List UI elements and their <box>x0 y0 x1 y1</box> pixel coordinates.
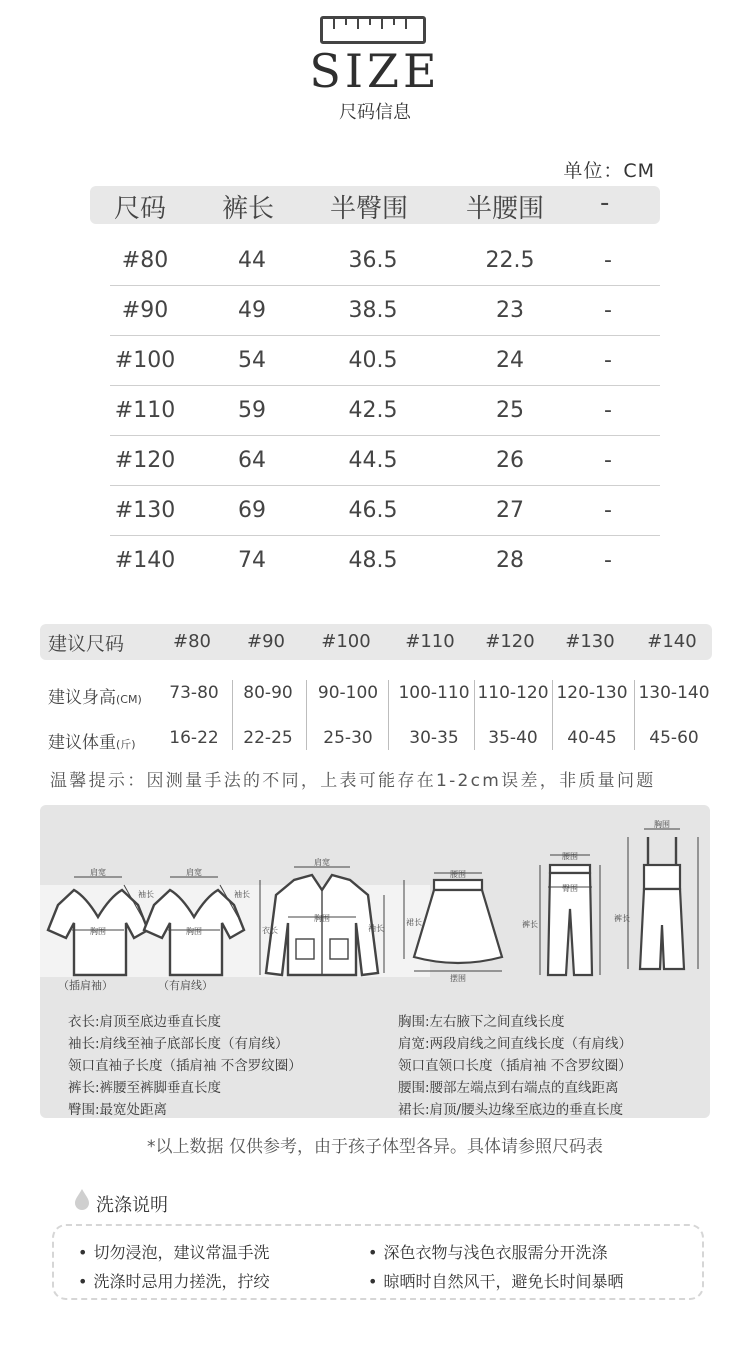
recommend-height-cell: 110-120 <box>477 683 549 703</box>
table-row <box>90 236 660 286</box>
recommend-size-cell: #120 <box>485 631 535 652</box>
recommend-size-cell: #130 <box>565 631 615 652</box>
table-cell: #80 <box>121 248 169 273</box>
svg-text:胸围: 胸围 <box>314 914 330 923</box>
table-cell: - <box>604 398 612 423</box>
table-cell: 46.5 <box>348 498 398 523</box>
recommend-weight-cell: 16-22 <box>169 728 219 748</box>
recommend-height-cell: 90-100 <box>317 683 379 703</box>
col-header-size: 尺码 <box>114 194 167 224</box>
raglan-tshirt-icon <box>44 835 152 985</box>
description-line: 裤长:裤腰至裤脚垂直长度 <box>68 1080 222 1096</box>
svg-text:腰围: 腰围 <box>562 852 578 861</box>
page-subtitle: 尺码信息 <box>339 102 411 123</box>
table-cell: 24 <box>496 348 524 373</box>
measurement-panel <box>40 805 710 1118</box>
description-line: 裙长:肩顶/腰头边缘至底边的垂直长度 <box>398 1102 624 1118</box>
recommend-height-cell: 130-140 <box>638 683 710 703</box>
shoulder-tshirt-icon <box>140 835 248 985</box>
description-line: 肩宽:两段肩线之间直线长度（有肩线） <box>398 1036 633 1052</box>
table-cell: 44 <box>238 248 266 273</box>
svg-text:衣长: 衣长 <box>262 926 278 935</box>
unit-label: 单位：CM <box>563 160 655 182</box>
recommend-height-cell: 100-110 <box>398 683 470 703</box>
description-line: 胸围:左右腋下之间直线长度 <box>398 1014 565 1030</box>
table-cell: #90 <box>121 298 169 323</box>
col-header-half-waist: 半腰围 <box>466 194 545 224</box>
table-cell: 74 <box>238 548 266 573</box>
table-cell: 42.5 <box>348 398 398 423</box>
recommend-size-cell: #90 <box>247 631 285 652</box>
table-cell: 25 <box>496 398 524 423</box>
size-table-header <box>90 186 660 224</box>
raglan-caption: （插肩袖） <box>58 979 113 992</box>
recommend-height-cell: 80-90 <box>243 683 293 703</box>
table-cell: 64 <box>238 448 266 473</box>
svg-text:摆围: 摆围 <box>450 974 466 983</box>
svg-text:袖长: 袖长 <box>234 890 250 899</box>
description-line: 袖长:肩线至袖子底部长度（有肩线） <box>68 1036 289 1052</box>
wash-item: • 深色衣物与浅色衣服需分开洗涤 <box>368 1240 607 1263</box>
table-cell: #100 <box>114 348 176 373</box>
recommend-size-cell: #80 <box>173 631 211 652</box>
ruler-icon <box>320 16 426 44</box>
table-row <box>90 536 660 586</box>
table-row <box>90 486 660 536</box>
table-cell: - <box>604 298 612 323</box>
table-cell: 22.5 <box>485 248 535 273</box>
table-cell: 23 <box>496 298 524 323</box>
svg-text:胸围: 胸围 <box>654 820 670 829</box>
description-line: 臀围:最宽处距离 <box>68 1102 168 1118</box>
col-header-half-hip: 半臀围 <box>330 194 409 224</box>
svg-text:袖长: 袖长 <box>138 890 154 899</box>
shoulder-caption: （有肩线） <box>158 979 213 992</box>
svg-text:裙长: 裙长 <box>406 918 422 927</box>
table-cell: 28 <box>496 548 524 573</box>
recommend-height-cell: 73-80 <box>169 683 219 703</box>
table-cell: 26 <box>496 448 524 473</box>
recommend-weight-cell: 30-35 <box>409 728 459 748</box>
table-cell: #130 <box>114 498 176 523</box>
recommend-weight-cell: 35-40 <box>488 728 538 748</box>
table-row <box>90 386 660 436</box>
recommend-size-label: 建议尺码 <box>48 633 125 655</box>
table-cell: 49 <box>238 298 266 323</box>
measurement-tip: 温馨提示：因测量手法的不同，上表可能存在1-2cm误差，非质量问题 <box>50 771 656 791</box>
wash-item: • 晾晒时自然风干，避免长时间暴晒 <box>368 1269 623 1292</box>
description-line: 领口直袖子长度（插肩袖 不含罗纹圈） <box>68 1058 302 1074</box>
recommend-size-cell: #100 <box>321 631 371 652</box>
table-cell: 38.5 <box>348 298 398 323</box>
svg-text:肩宽: 肩宽 <box>314 858 330 867</box>
table-cell: #120 <box>114 448 176 473</box>
table-cell: 36.5 <box>348 248 398 273</box>
table-cell: 40.5 <box>348 348 398 373</box>
table-cell: - <box>604 548 612 573</box>
reference-note: *以上数据 仅供参考，由于孩子体型各异。具体请参照尺码表 <box>147 1137 603 1157</box>
recommend-size-cell: #110 <box>405 631 455 652</box>
table-cell: 44.5 <box>348 448 398 473</box>
recommend-height-cell: 120-130 <box>556 683 628 703</box>
recommend-weight-cell: 45-60 <box>649 728 699 748</box>
col-header-extra: - <box>600 188 610 218</box>
table-cell: - <box>604 348 612 373</box>
recommend-size-cell: #140 <box>647 631 697 652</box>
svg-text:裤长: 裤长 <box>522 920 538 929</box>
table-cell: 54 <box>238 348 266 373</box>
description-line: 领口直领口长度（插肩袖 不含罗纹圈） <box>398 1058 632 1074</box>
col-header-pants-length: 裤长 <box>222 194 275 224</box>
table-row <box>90 436 660 486</box>
table-row <box>90 336 660 386</box>
recommend-weight-label: 建议体重(斤) <box>48 733 136 753</box>
recommend-weight-cell: 40-45 <box>567 728 617 748</box>
description-line: 腰围:腰部左端点到右端点的直线距离 <box>398 1080 619 1096</box>
table-cell: 59 <box>238 398 266 423</box>
recommend-weight-cell: 22-25 <box>243 728 293 748</box>
svg-text:肩宽: 肩宽 <box>90 868 106 877</box>
table-cell: #110 <box>114 398 176 423</box>
svg-text:胸围: 胸围 <box>90 927 106 936</box>
wash-item: • 洗涤时忌用力搓洗，拧绞 <box>78 1269 269 1292</box>
table-row <box>90 286 660 336</box>
table-cell: 27 <box>496 498 524 523</box>
svg-text:袖长: 袖长 <box>368 924 384 933</box>
table-cell: - <box>604 248 612 273</box>
skirt-icon <box>398 835 516 985</box>
description-line: 衣长:肩顶至底边垂直长度 <box>68 1014 222 1030</box>
wash-item: • 切勿浸泡，建议常温手洗 <box>78 1240 269 1263</box>
svg-text:肩宽: 肩宽 <box>186 868 202 877</box>
wash-title: 洗涤说明 <box>96 1195 168 1216</box>
recommend-height-label: 建议身高(CM) <box>48 688 142 708</box>
wash-instructions-box <box>52 1224 704 1300</box>
table-cell: 48.5 <box>348 548 398 573</box>
jacket-icon <box>252 835 392 985</box>
table-cell: 69 <box>238 498 266 523</box>
recommend-weight-cell: 25-30 <box>323 728 373 748</box>
svg-text:裤长: 裤长 <box>614 914 630 923</box>
page-title: SIZE <box>309 44 441 98</box>
pants-icon <box>518 835 610 985</box>
table-cell: - <box>604 498 612 523</box>
table-cell: #140 <box>114 548 176 573</box>
svg-text:胸围: 胸围 <box>186 927 202 936</box>
overalls-icon <box>614 817 706 985</box>
svg-text:腰围: 腰围 <box>450 870 466 879</box>
table-cell: - <box>604 448 612 473</box>
water-drop-icon <box>74 1188 90 1210</box>
svg-text:臀围: 臀围 <box>562 884 578 893</box>
